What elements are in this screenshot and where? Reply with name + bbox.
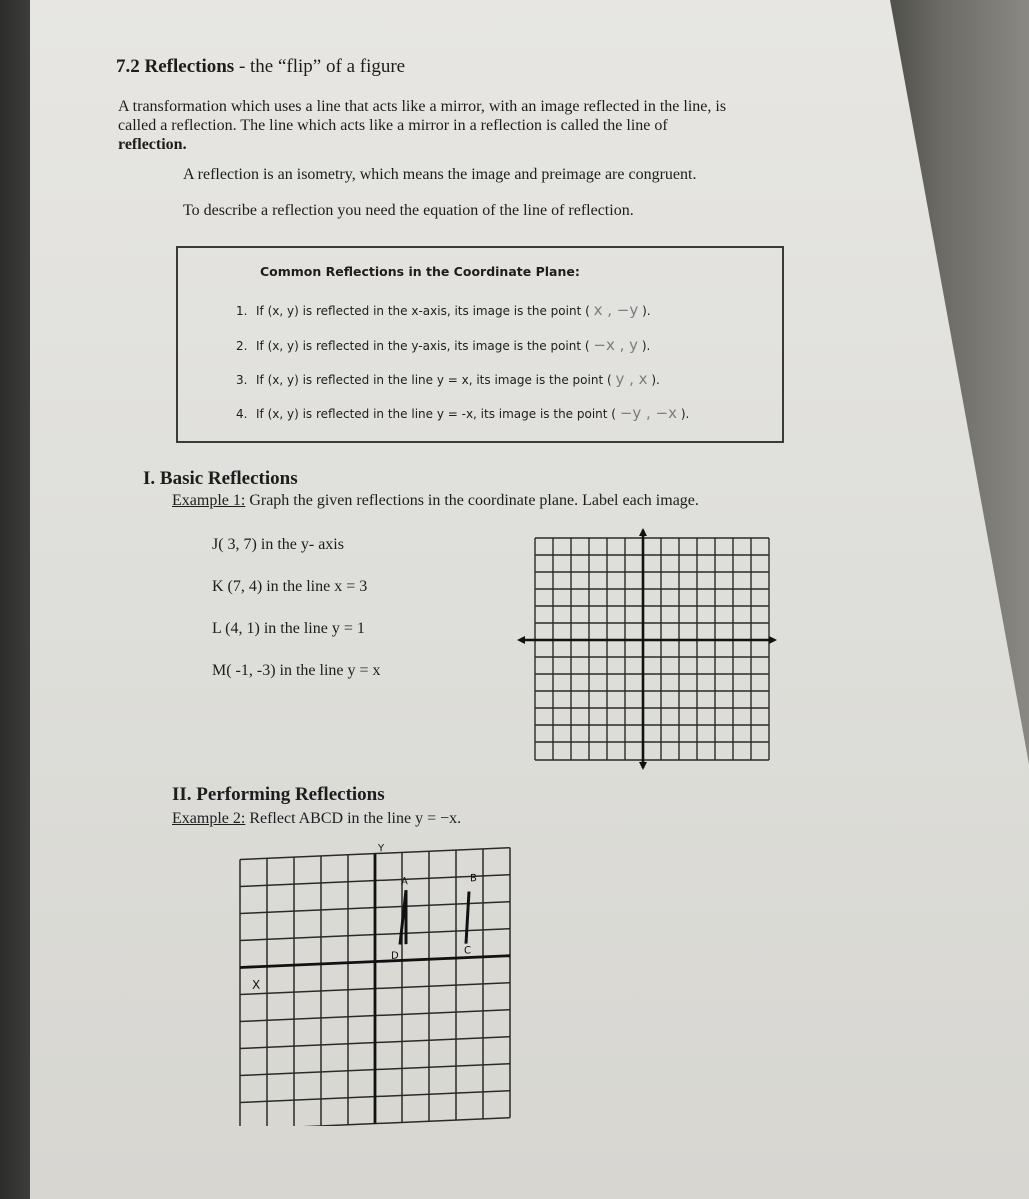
rule-close: ). [641,339,651,353]
arrow-right-icon [769,636,777,644]
point-d-label: D [391,950,399,962]
arrow-left-icon [517,636,525,644]
example-1-text: Graph the given reflections in the coordinate plane. Label each image. [245,492,699,509]
rule-text: If (x, y) is reflected in the y-axis, its image is the point ( [256,339,590,353]
point-a-label: A [401,876,408,888]
describe-sentence: To describe a reflection you need the equation of the line of reflection. [183,202,634,219]
problem-l: L (4, 1) in the line y = 1 [212,620,365,637]
reflection-rule-4 [236,404,689,422]
isometry-sentence: A reflection is an isometry, which means the image and preimage are congruent. [183,166,697,183]
problem-j: J( 3, 7) in the y- axis [212,536,344,553]
example-1-label: Example 1: [172,492,246,509]
rule-number: 2. [236,339,248,353]
coordinate-plane-1[interactable] [515,528,777,770]
point-b-label: B [470,873,477,885]
handwritten-answer: x , −y [593,301,639,319]
intro-line-3: reflection. [118,136,187,153]
grid-lines [535,538,769,760]
reflection-rule-3 [236,370,660,388]
title-bold: 7.2 Reflections [116,56,235,77]
axes [521,530,773,768]
handwritten-answer: y , x [615,370,648,388]
handwritten-answer: −x , y [593,336,639,354]
figure-abcd [400,887,469,946]
handwritten-answer: −y , −x [619,404,678,422]
intro-line-2: called a reflection. The line which acts like a mirror in a reflection is called the line of [118,117,668,134]
rule-number: 3. [236,373,248,387]
rule-close: ). [642,304,651,318]
rule-text: If (x, y) is reflected in the x-axis, its image is the point ( [256,304,590,318]
reflection-rule-2 [236,336,650,354]
problem-k: K (7, 4) in the line x = 3 [212,578,368,595]
axes [240,848,510,1126]
intro-line-1: A transformation which uses a line that acts like a mirror, with an image reflected in the line, is [118,98,727,115]
example-1-instructions [172,492,699,510]
title-rest: - the “flip” of a figure [234,56,406,77]
arrow-up-icon [639,528,647,536]
rule-close: ). [651,373,660,387]
rule-number: 4. [236,407,248,421]
page-title [116,56,405,78]
example-2-text: Reflect ABCD in the line y = −x. [245,810,462,827]
rule-number: 1. [236,304,248,318]
rule-close: ). [680,407,690,421]
problem-m: M( -1, -3) in the line y = x [212,662,381,679]
section-1-heading: I. Basic Reflections [143,468,298,489]
coordinate-plane-2[interactable] [228,826,528,1126]
axis-arrows [517,528,777,770]
rule-text: If (x, y) is reflected in the line y = -x, its image is the point ( [256,407,616,421]
box-heading: Common Reflections in the Coordinate Plane: [260,264,580,279]
example-2-label: Example 2: [172,810,246,827]
reflection-rule-1 [236,301,651,319]
common-reflections-box [176,246,784,443]
section-2-heading: II. Performing Reflections [172,784,385,805]
segment-bc [466,891,469,943]
point-c-label: C [464,945,471,957]
arrow-down-icon [639,762,647,770]
x-axis-label: X [252,977,261,992]
y-axis-label: Y [378,843,385,855]
rule-text: If (x, y) is reflected in the line y = x, its image is the point ( [256,373,612,387]
